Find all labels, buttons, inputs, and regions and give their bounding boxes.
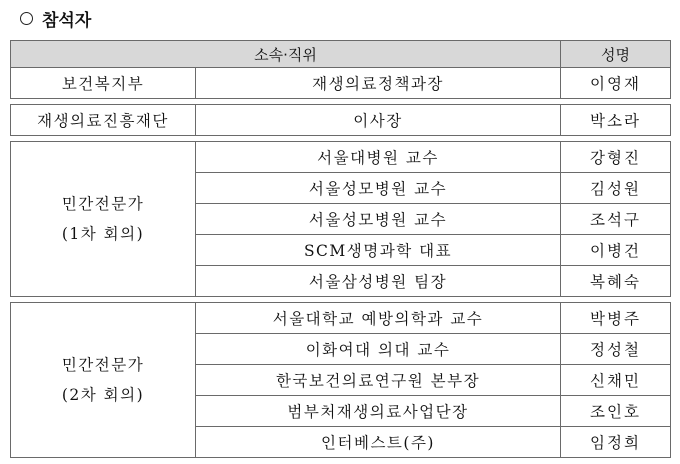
header-affiliation: 소속·직위 — [11, 41, 561, 68]
name-cell: 김성원 — [561, 173, 671, 204]
name-cell: 임정희 — [561, 427, 671, 458]
name-cell: 이영재 — [561, 68, 671, 99]
position-cell: 한국보건의료연구원 본부장 — [196, 365, 561, 396]
org-cell: 보건복지부 — [11, 68, 196, 99]
name-cell: 조석구 — [561, 204, 671, 235]
group-org-line1: 민간전문가 — [61, 356, 145, 374]
table-row — [11, 142, 671, 173]
position-cell: SCM생명과학 대표 — [196, 235, 561, 266]
name-cell: 조인호 — [561, 396, 671, 427]
table-row — [11, 105, 671, 136]
name-cell: 강형진 — [561, 142, 671, 173]
name-cell: 박소라 — [561, 105, 671, 136]
position-cell: 서울대병원 교수 — [196, 142, 561, 173]
org-cell: 재생의료진흥재단 — [11, 105, 196, 136]
circle-bullet-icon — [20, 12, 33, 25]
group-org-cell — [11, 142, 196, 297]
position-cell: 서울삼성병원 팀장 — [196, 266, 561, 297]
name-cell: 박병주 — [561, 303, 671, 334]
name-cell: 정성철 — [561, 334, 671, 365]
group-org-line1: 민간전문가 — [61, 195, 145, 213]
header-name: 성명 — [561, 41, 671, 68]
table-row — [11, 303, 671, 334]
group-org-cell — [11, 303, 196, 458]
position-cell: 이화여대 의대 교수 — [196, 334, 561, 365]
position-cell: 범부처재생의료사업단장 — [196, 396, 561, 427]
position-cell: 재생의료정책과장 — [196, 68, 561, 99]
position-cell: 이사장 — [196, 105, 561, 136]
section-title: 참석자 — [42, 10, 92, 31]
name-cell: 복혜숙 — [561, 266, 671, 297]
table-header-row — [11, 41, 671, 68]
attendees-table — [10, 40, 671, 458]
section-heading — [20, 6, 91, 30]
position-cell: 서울성모병원 교수 — [196, 204, 561, 235]
position-cell: 서울성모병원 교수 — [196, 173, 561, 204]
position-cell: 서울대학교 예방의학과 교수 — [196, 303, 561, 334]
group-org-line2: (2차 회의) — [61, 386, 145, 404]
position-cell: 인터베스트(주) — [196, 427, 561, 458]
table-row — [11, 68, 671, 99]
name-cell: 이병건 — [561, 235, 671, 266]
group-org-line2: (1차 회의) — [61, 225, 145, 243]
name-cell: 신채민 — [561, 365, 671, 396]
